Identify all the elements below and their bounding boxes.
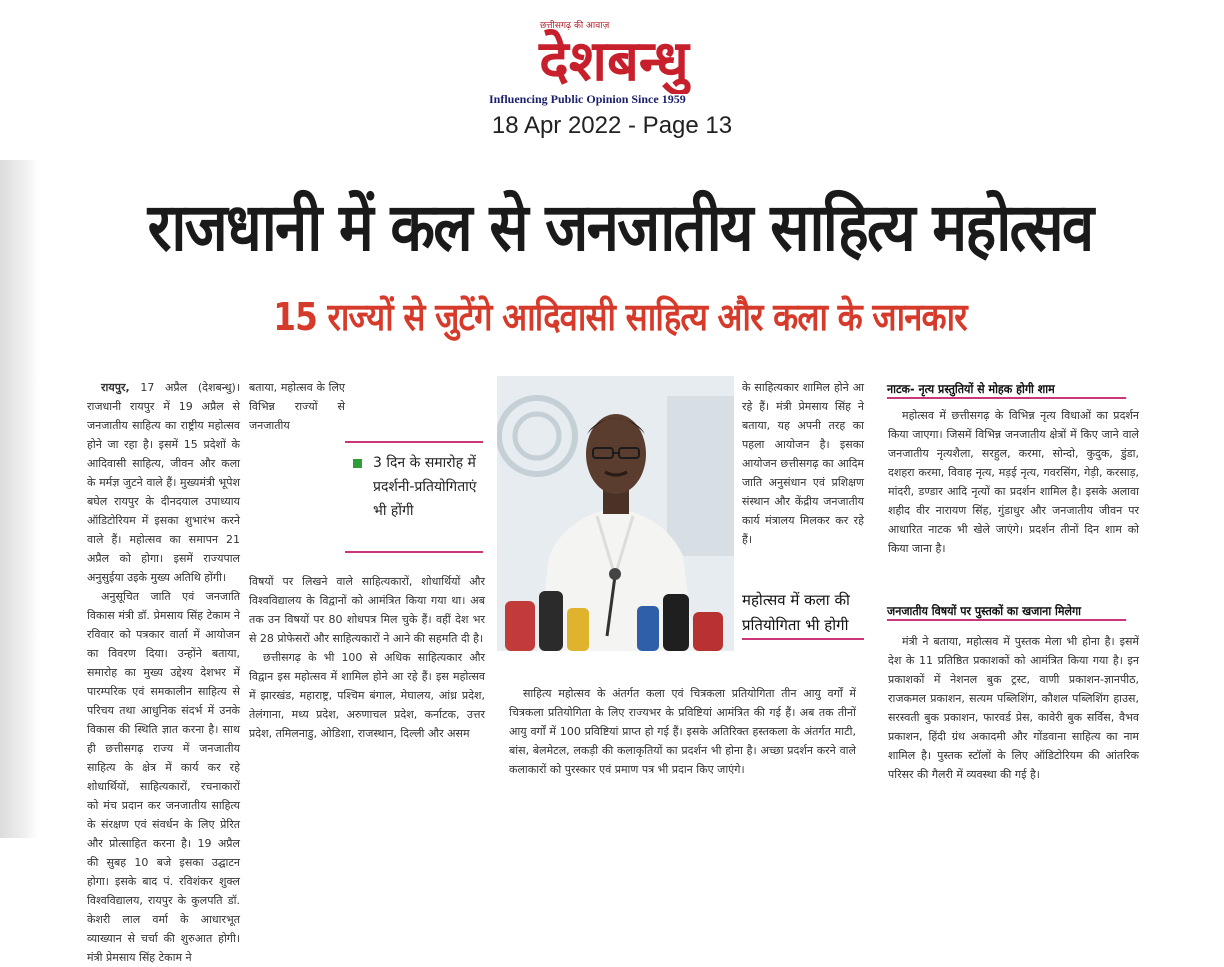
article-column-1 (87, 378, 240, 967)
art-competition-paragraph (509, 684, 856, 779)
books-paragraph (888, 632, 1139, 784)
highlight-text: 3 दिन के समारोह में प्रदर्शनी-प्रतियोगिताएं भी होंगी (373, 455, 477, 519)
col2-paragraph-1: विषयों पर लिखने वाले साहित्यकारों, शोधार्थियों और विश्वविद्यालय के विद्वानों को आमंत्रित किया गया था। अब तक उन विषयों पर 80 शोधपत्र मिल चुके हैं। वहीं देश भर से 28 प्रोफेसरों और साहित्यकारों ने आने की सहमति दी है। (249, 575, 485, 645)
dateline-place: रायपुर, (101, 381, 130, 394)
books-text: मंत्री ने बताया, महोत्सव में पुस्तक मेला भी होना है। इसमें देश के 11 प्रतिष्ठित प्रकाशकों को आमंत्रित किया गया है। इन प्रकाशकों में नेशनल बुक ट्रस्ट, वाणी प्रकाशन-ज्ञानपीठ, राजकमल प्रकाशन, सत्यम पब्लिशिंग, कौशल पब्लिशिंग हाउस, सरस्वती बुक प्रकाशन, फारवर्ड प्रेस, कावेरी बुक सर्विस, वैभव प्रकाशन, हिंदी ग्रंथ अकादमी और गोंडवाना साहित्य का नाम शामिल है। पुस्तक स्टॉलों के लिए ऑडिटोरियम की आंतरिक परिसर की गैलरी में व्यवस्था की गई है। (888, 635, 1139, 781)
art-competition-text: साहित्य महोत्सव के अंतर्गत कला एवं चित्रकला प्रतियोगिता तीन आयु वर्गों में चित्रकला प्रतियोगिता के लिए राज्यभर के प्रविष्टियां आमंत्रित की गई हैं। अब तक तीनों आयु वर्गों में 100 प्रविष्टियां प्राप्त हो गई हैं। इसके अतिरिक्त हस्तकला के अंतर्गत माटी, बांस, बेलमेटल, लकड़ी की कलाकृतियों का प्रदर्शन भी होना है। अच्छा प्रदर्शन करने वाले कलाकारों को पुरस्कार एवं प्रमाण पत्र भी प्रदान किए जाएंगे। (509, 687, 856, 776)
books-subheading: जनजातीय विषयों पर पुस्तकों का खजाना मिलेगा (887, 602, 1126, 621)
col2-paragraph-2: छत्तीसगढ़ के भी 100 से अधिक साहित्यकार और विद्वान इस महोत्सव में शामिल होने आ रहे हैं। इस महोत्सव में झारखंड, महाराष्ट्र, पश्चिम बंगाल, मेघालय, आंध्र प्रदेश, तेलंगाना, मध्य प्रदेश, अरुणाचल प्रदेश, कर्नाटक, उत्तर प्रदेश, तमिलनाडु, ओडिशा, राजस्थान, दिल्ली और असम (249, 651, 485, 740)
article-photo (497, 376, 734, 651)
article-headline: राजधानी में कल से जनजातीय साहित्य महोत्सव (147, 189, 1093, 266)
col1-paragraph-2: अनुसूचित जाति एवं जनजाति विकास मंत्री डॉ. प्रेमसाय सिंह टेकाम ने रविवार को पत्रकार वार्ता में आयोजन का विवरण दिया। उन्होंने बताया, समारोह का मुख्य उद्देश्य देशभर में पारम्परिक एवं समकालीन साहित्य से परिचय तथा आधुनिक संदर्भ में उनके विकास की स्थिति ज्ञात करना है। साथ ही छत्तीसगढ़ राज्य में जनजातीय साहित्य के क्षेत्र में कार्य कर रहे शोधार्थियों, साहित्यकारों, रचनाकारों को मंच प्रदान कर जनजातीय साहित्य के संरक्षण एवं संवर्धन के लिए प्रेरित और प्रोत्साहित करना है। 19 अप्रैल की सुबह 10 बजे इसका उद्घाटन होगा। इसके बाद पं. रविशंकर शुक्ल विश्वविद्यालय, रायपुर के कुलपति डॉ. केशरी लाल वर्मा के आधारभूत व्याख्यान से चर्चा की शुरुआत होगी। मंत्री प्रेमसाय सिंह टेकाम ने (87, 590, 240, 964)
dance-drama-paragraph (888, 406, 1139, 558)
masthead (0, 0, 1224, 150)
dance-drama-subheading: नाटक- नृत्य प्रस्तुतियों से मोहक होगी शाम (887, 380, 1126, 399)
logo-text: देशबन्धु (539, 29, 689, 94)
art-competition-subheading: महोत्सव में कला की प्रतियोगिता भी होगी (742, 588, 864, 640)
article-column-2-top: बताया, महोत्सव के लिए विभिन्न राज्यों से जनजातीय (249, 381, 345, 432)
deshbandhu-logo (476, 22, 752, 94)
masthead-tagline: Influencing Public Opinion Since 1959 (489, 92, 686, 106)
article-column-3-top: के साहित्यकार शामिल होने आ रहे हैं। मंत्री प्रेमसाय सिंह ने बताया, यह अपनी तरह का पहला आयोजन है। इसका आयोजन छत्तीसगढ़ का आदिम जाति अनुसंधान एवं प्रशिक्षण संस्थान और केंद्रीय जनजातीय कार्य मंत्रालय मिलकर कर रहे हैं। (742, 381, 864, 546)
article-column-2-bottom (249, 572, 485, 743)
square-bullet-icon (353, 459, 362, 468)
photo-illustration (497, 376, 734, 651)
col1-paragraph-1: 17 अप्रैल (देशबन्धु)। राजधानी रायपुर में 19 अप्रैल से जनजातीय साहित्य का राष्ट्रीय महोत्सव होने जा रहा है। इसमें 15 प्रदेशों के आदिवासी साहित्य, जीवन और कला के मर्मज्ञ जुटने वाले हैं। मुख्यमंत्री भूपेश बघेल रायपुर के दीनदयाल उपाध्याय ऑडिटोरियम में इसका शुभारंभ करने वाले हैं। महोत्सव का समापन 21 अप्रैल को होगा। इसमें राज्यपाल अनुसुईया उइके मुख्य अतिथि होंगी। (87, 381, 240, 584)
article-subheadline: 15 राज्यों से जुटेंगे आदिवासी साहित्य और कला के जानकार (273, 295, 967, 339)
masthead-small-tagline: छत्तीसगढ़ की आवाज़ (540, 21, 610, 31)
page-edge-shadow (0, 160, 38, 838)
highlight-box (345, 441, 483, 553)
dance-drama-text: महोत्सव में छत्तीसगढ़ के विभिन्न नृत्य विधाओं का प्रदर्शन किया जाएगा। जिसमें विभिन्न जनजातीय क्षेत्रों में किए जाने वाले जनजातीय नृत्यशैला, सरहुल, करमा, सोन्दो, कुदुक, डुंडा, दशहरा करमा, विवाह नृत्य, मड़ई नृत्य, गवरसिंग, गेड़ी, करसाड़, मांदरी, डण्डार आदि नृत्यों का प्रदर्शन शामिल है। इसके अलावा शहीद वीर नारायण सिंह, गुंडाधुर और जनजातीय जीवन पर आधारित नाटक भी खेले जाएंगे। प्रदर्शन तीनों दिन शाम को किया जाना है। (888, 409, 1139, 555)
page-date-label: 18 Apr 2022 - Page 13 (491, 112, 733, 139)
